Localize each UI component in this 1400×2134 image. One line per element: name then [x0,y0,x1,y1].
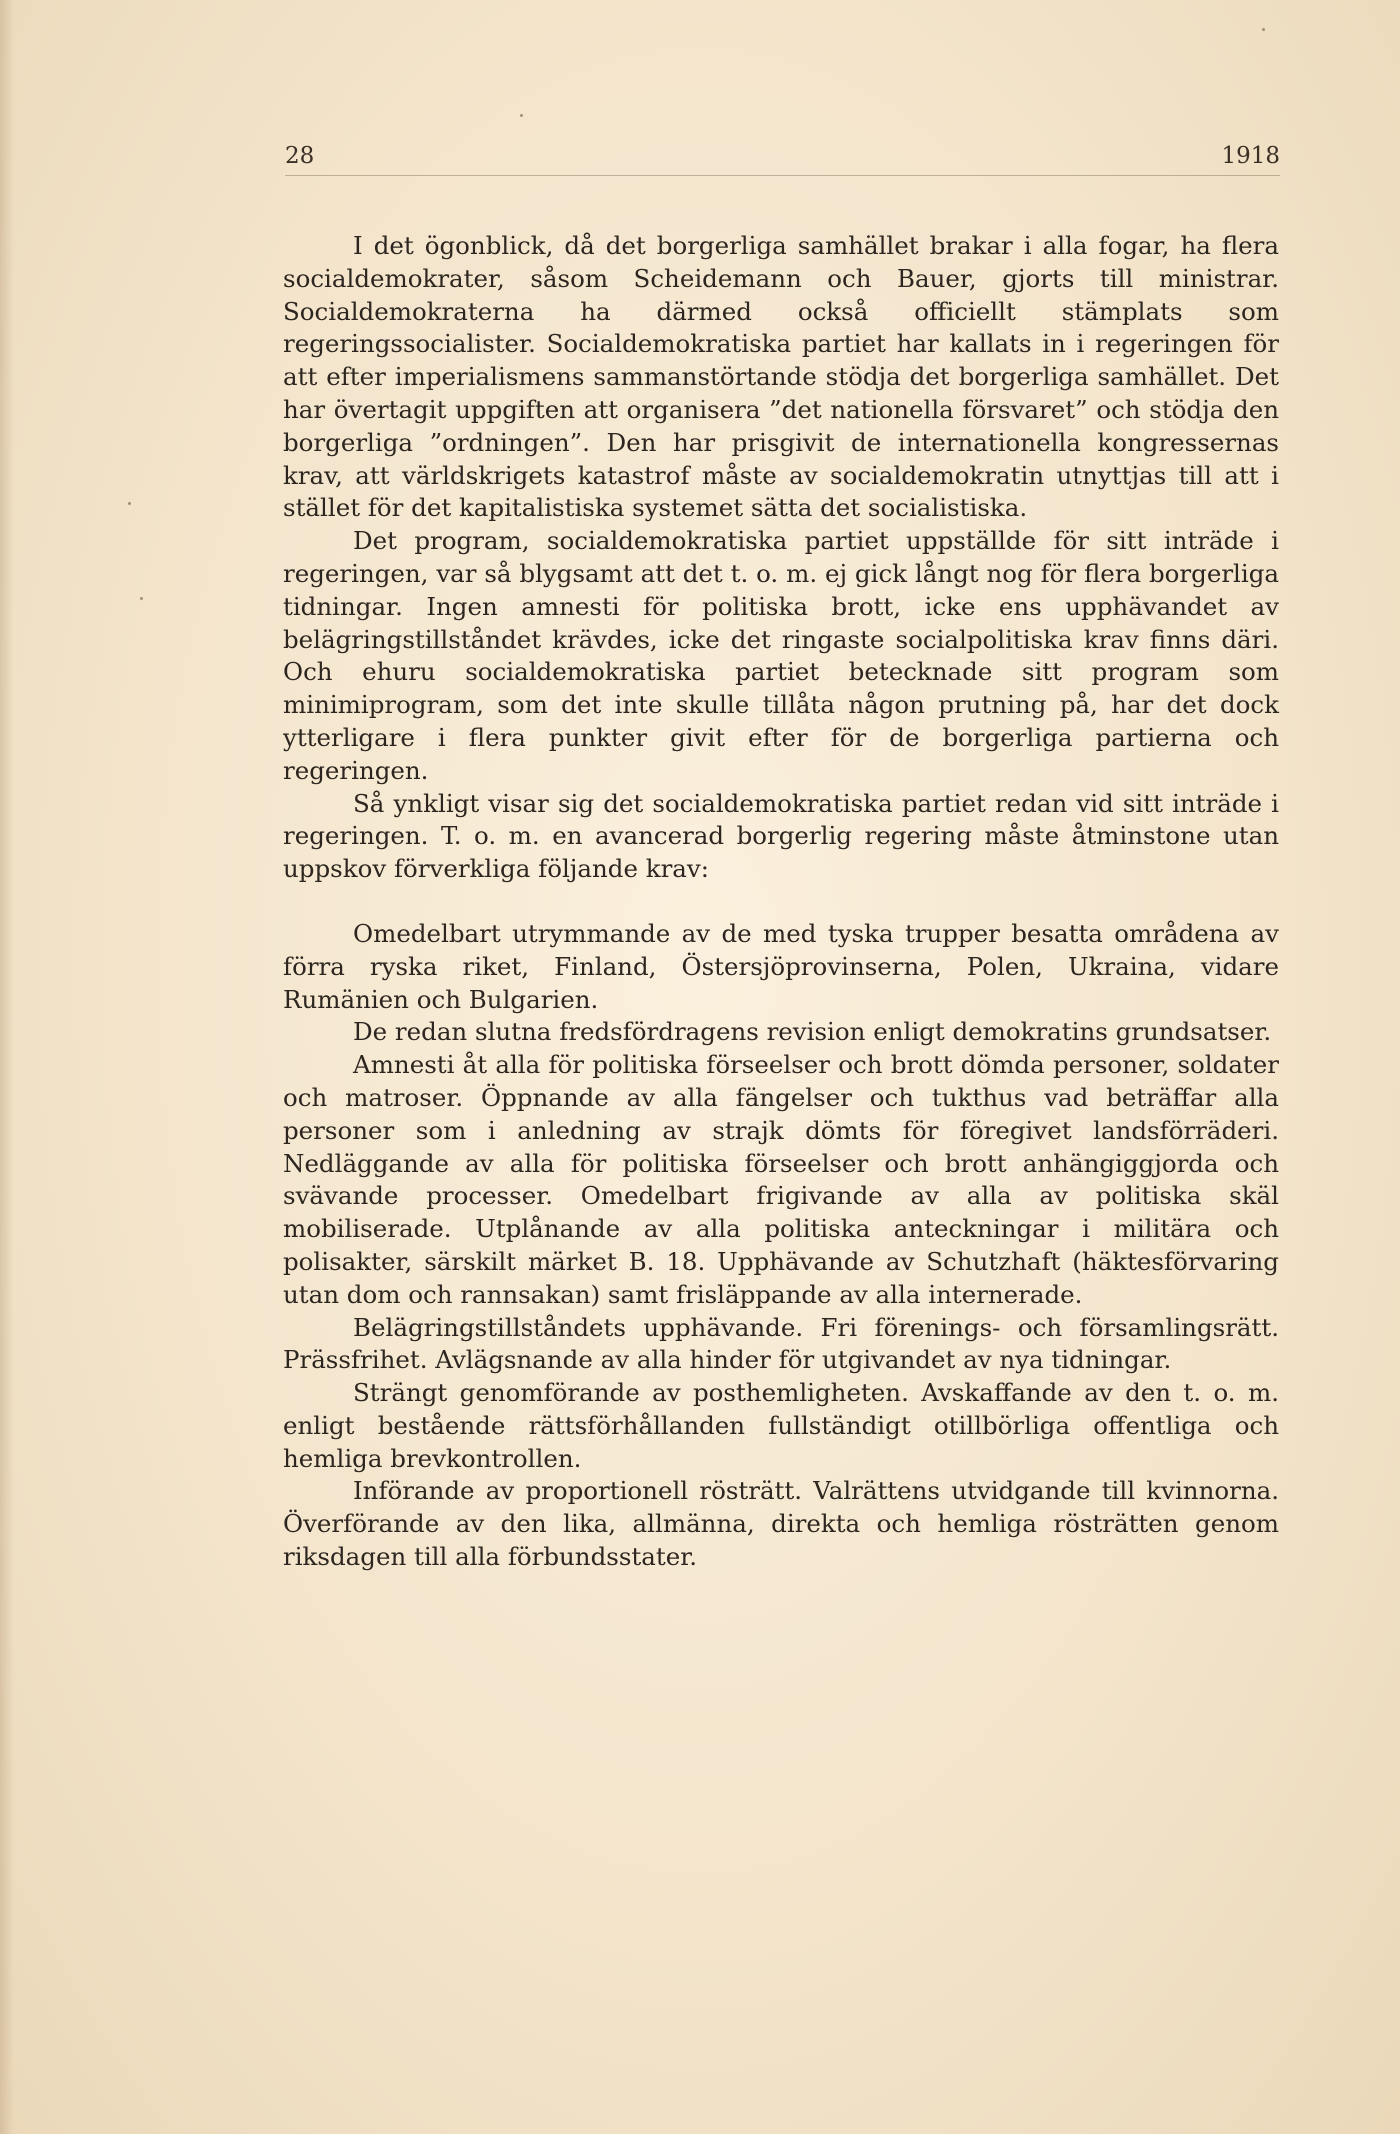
paragraph: Strängt genomförande av posthemligheten. Avskaffande av den t. o. m. enligt bestående rättsförhållanden fullständigt otillbörliga offentliga och hemliga brevkontrollen. [283,1378,1279,1473]
paragraph: Det program, socialdemokratiska partiet uppställde för sitt inträde i regeringen, var så blygsamt att det t. o. m. ej gick långt nog för flera borgerliga tidningar. Ingen amnesti för politiska brott, icke ens upphävandet av belägringstillståndet krävdes, icke det ringaste socialpolitiska krav finns däri. Och ehuru socialdemokratiska partiet betecknade sitt program som minimiprogram, som det inte skulle tillåta någon prutning på, har det dock ytterligare i flera punkter givit efter för de borgerliga partierna och regeringen. [283,526,1279,785]
page-year: 1918 [1221,143,1280,169]
paragraph: Införande av proportionell rösträtt. Valrättens utvidgande till kvinnorna. Överförande av den lika, allmänna, direkta och hemliga rösträtten genom riksdagen till alla förbundsstater. [283,1476,1279,1572]
page-edge-shadow [0,0,14,2134]
paragraph: Så ynkligt visar sig det socialdemokratiska partiet redan vid sitt inträde i regeringen. T. o. m. en avancerad borgerlig regering måste åtminstone utan uppskov förverkliga följande krav: [283,788,1279,884]
body-text [283,230,1279,1574]
paper-speck [1262,28,1265,31]
paragraph: Amnesti åt alla för politiska förseelser och brott dömda personer, soldater och matroser. Öppnande av alla fängelser och tukthus vad beträffar alla personer som i anledning av strajk dömts för föregivet landsförräderi. Nedläggande av alla för politiska förseelser och brott anhängiggjorda och svävande processer. Omedelbart frigivande av alla av politiska skäl mobiliserade. Utplånande av alla politiska anteckningar i militära och polisakter, särskilt märket B. 18. Upphävande av Schutzhaft (häktesförvaring utan dom och rannsakan) samt frisläppande av alla internerade. [283,1050,1279,1309]
paragraph: I det ögonblick, då det borgerliga samhället brakar i alla fogar, ha flera socialdemokrater, såsom Scheidemann och Bauer, gjorts till ministrar. Socialdemokraterna ha därmed också officiellt stämplats som regeringssocialister. Socialdemokratiska partiet har kallats in i regeringen för att efter imperialismens sammanstörtande stödja det borgerliga samhället. Det har övertagit uppgiften att organisera ”det nationella försvaret” och stödja den borgerliga ”ordningen”. Den har prisgivit de internationella kongressernas krav, att världskrigets katastrof måste av socialdemokratin utnyttjas till att i stället för det kapitalistiska systemet sätta det socialistiska. [283,231,1279,523]
paper-speck [520,114,523,117]
paper-speck [128,502,131,505]
page-number: 28 [285,143,315,169]
page-header [285,143,1280,183]
header-rule [285,175,1280,176]
paragraph: Belägringstillståndets upphävande. Fri förenings- och församlingsrätt. Prässfrihet. Avlägsnande av alla hinder för utgivandet av nya tidningar. [283,1312,1279,1375]
paragraph: De redan slutna fredsfördragens revision enligt demokratins grundsatser. [353,1017,1272,1047]
paragraph: Omedelbart utrymmande av de med tyska trupper besatta områdena av förra ryska riket, Finland, Östersjöprovinserna, Polen, Ukraina, vidare Rumänien och Bulgarien. [283,918,1279,1014]
paper-speck [140,597,143,600]
